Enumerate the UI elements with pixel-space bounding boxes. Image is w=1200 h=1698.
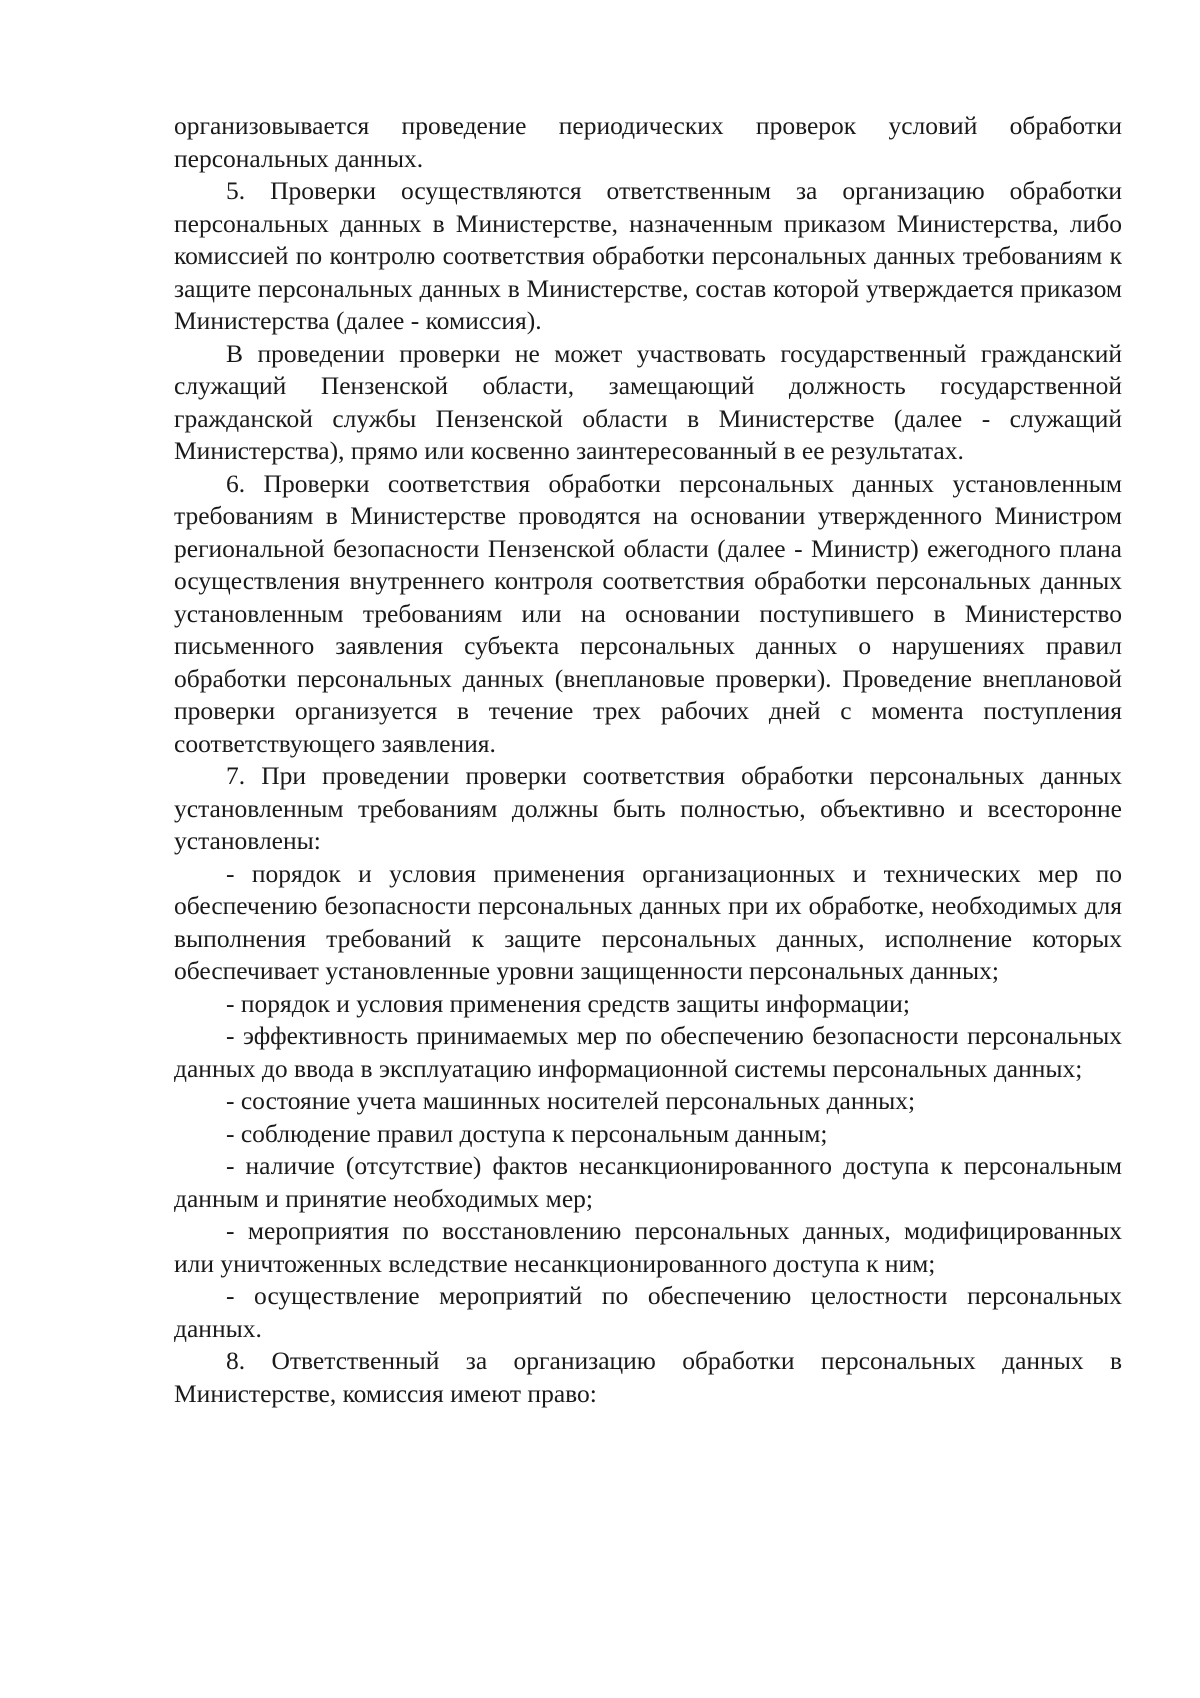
paragraph-item-7: 7. При проведении проверки соответствия обработки персональных данных установленным требованиям должны быть полностью, объективно и всесторонне установлены: xyxy=(174,761,1122,855)
paragraph-item-6: 6. Проверки соответствия обработки персональных данных установленным требованиям в Министерстве проводятся на основании утвержденного Министром региональной безопасности Пензенской области (далее - Министр) ежегодного плана осуществления внутреннего контроля соответствия обработки персональных данных установленным требованиям или на основании поступившего в Министерство письменного заявления субъекта персональных данных о нарушениях правил обработки персональных данных (внеплановые проверки). Проведение внеплановой проверки организуется в течение трех рабочих дней с момента поступления соответствующего заявления. xyxy=(174,468,1122,758)
list-item-unauthorized-access: - наличие (отсутствие) фактов несанкционированного доступа к персональным данным и принятие необходимых мер; xyxy=(174,1151,1122,1213)
list-item-effectiveness: - эффективность принимаемых мер по обеспечению безопасности персональных данных до ввода в эксплуатацию информационной системы персональных данных; xyxy=(174,1021,1122,1083)
paragraph-item-8: 8. Ответственный за организацию обработки персональных данных в Министерстве, комиссия имеют право: xyxy=(174,1346,1122,1408)
list-item-access-rules: - соблюдение правил доступа к персональным данным; xyxy=(226,1118,828,1148)
document-page xyxy=(174,110,1122,1410)
paragraph-item-5-note: В проведении проверки не может участвовать государственный гражданский служащий Пензенской области, замещающий должность государственной гражданской службы Пензенской области в Министерстве (далее - служащий Министерства), прямо или косвенно заинтересованный в ее результатах. xyxy=(174,338,1122,465)
list-item-media-accounting: - состояние учета машинных носителей персональных данных; xyxy=(226,1086,916,1115)
list-item-measures: - порядок и условия применения организационных и технических мер по обеспечению безопасности персональных данных при их обработке, необходимых для выполнения требований к защите персональных данных, исполнение которых обеспечивает установленные уровни защищенности персональных данных; xyxy=(174,858,1122,985)
list-item-recovery: - мероприятия по восстановлению персональных данных, модифицированных или уничтоженных вследствие несанкционированного доступа к ним; xyxy=(174,1216,1122,1278)
paragraph-item-5: 5. Проверки осуществляются ответственным за организацию обработки персональных данных в Министерстве, назначенным приказом Министерства, либо комиссией по контролю соответствия обработки персональных данных требованиям к защите персональных данных в Министерстве, состав которой утверждается приказом Министерства (далее - комиссия). xyxy=(174,176,1122,335)
list-item-protection-tools: - порядок и условия применения средств защиты информации; xyxy=(226,988,910,1018)
paragraph-continuation: организовывается проведение периодических проверок условий обработки персональных данных. xyxy=(174,111,1122,173)
list-item-integrity: - осуществление мероприятий по обеспечению целостности персональных данных. xyxy=(174,1281,1122,1343)
